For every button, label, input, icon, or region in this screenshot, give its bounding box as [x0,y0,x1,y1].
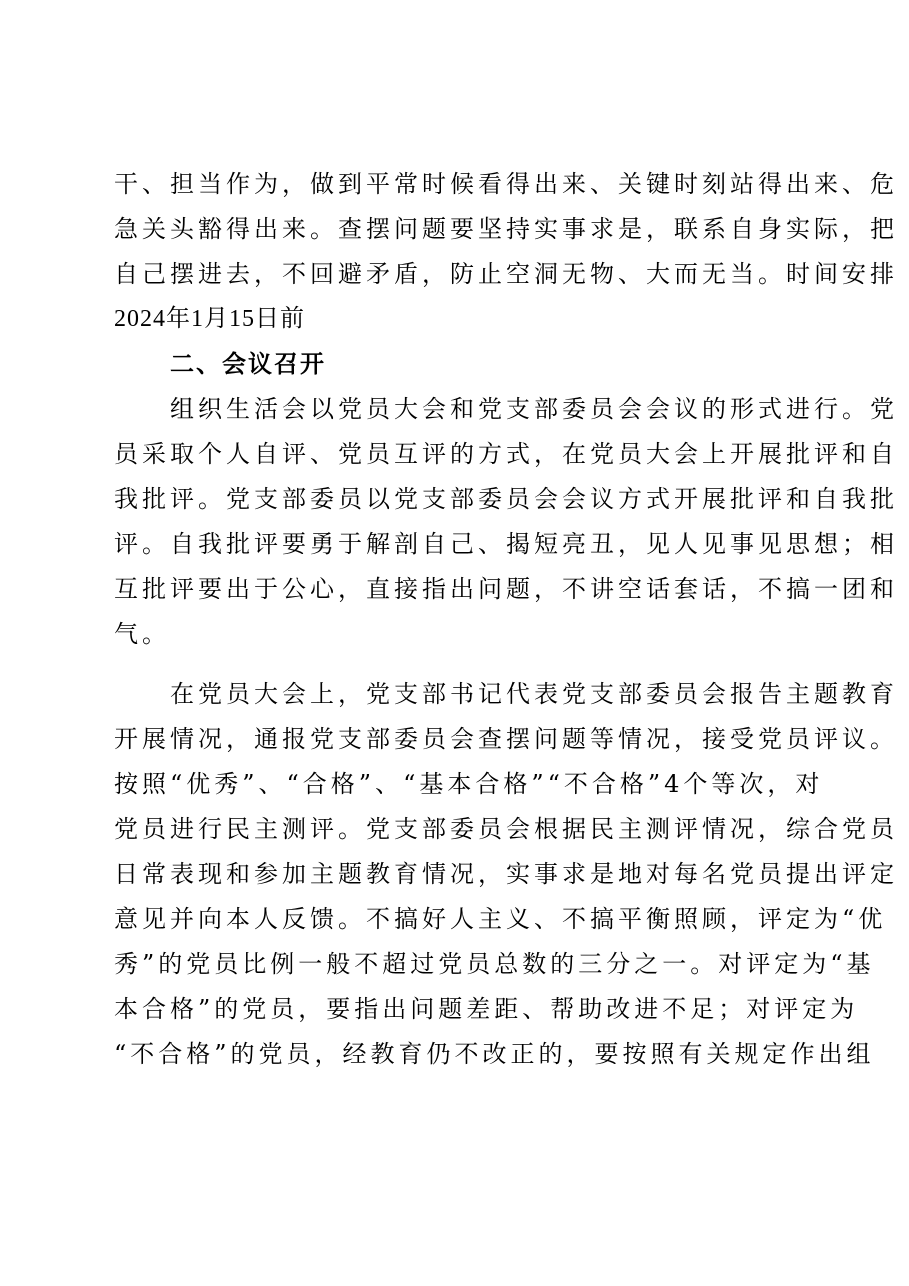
document-body [114,162,898,1077]
paragraph-gap [114,657,804,672]
text-line: 评。自我批评要勇于解剖自己、揭短亮丑，见人见事见思想；相 [114,530,898,558]
text-line: 干、担当作为，做到平常时候看得出来、关键时刻站得出来、危 [114,170,898,198]
text-line: 本合格”的党员，要指出问题差距、帮助改进不足；对评定为 [114,995,859,1023]
text-line: 按照“优秀”、“合格”、“基本合格”“不合格”4个等次，对 [114,770,824,798]
text-line-date: 2024年1月15日前 [114,306,305,332]
paragraph-continued [114,162,898,342]
text-line: 急关头豁得出来。查摆问题要坚持实事求是，联系自身实际，把 [114,215,898,243]
text-line: 在党员大会上，党支部书记代表党支部委员会报告主题教育 [170,680,898,708]
text-line: 日常表现和参加主题教育情况，实事求是地对每名党员提出评定 [114,860,898,888]
text-line: 我批评。党支部委员以党支部委员会会议方式开展批评和自我批 [114,485,898,513]
section-heading: 二、会议召开 [170,350,326,378]
text-line: 组织生活会以党员大会和党支部委员会会议的形式进行。党 [170,395,898,423]
paragraph-party-meeting [114,672,898,1077]
text-line: 气。 [114,620,170,648]
text-line: 秀”的党员比例一般不超过党员总数的三分之一。对评定为“基 [114,950,875,978]
paragraph-meeting-form [114,387,898,657]
text-line: 自己摆进去，不回避矛盾，防止空洞无物、大而无当。时间安排 [114,260,898,288]
text-line: 开展情况，通报党支部委员会查摆问题等情况，接受党员评议。 [114,725,898,753]
text-line: 党员进行民主测评。党支部委员会根据民主测评情况，综合党员 [114,815,898,843]
text-line: 意见并向本人反馈。不搞好人主义、不搞平衡照顾，评定为“优 [114,905,887,933]
text-line: “不合格”的党员，经教育仍不改正的，要按照有关规定作出组 [114,1040,875,1068]
text-line: 员采取个人自评、党员互评的方式，在党员大会上开展批评和自 [114,440,898,468]
text-line: 互批评要出于公心，直接指出问题，不讲空话套话，不搞一团和 [114,575,898,603]
